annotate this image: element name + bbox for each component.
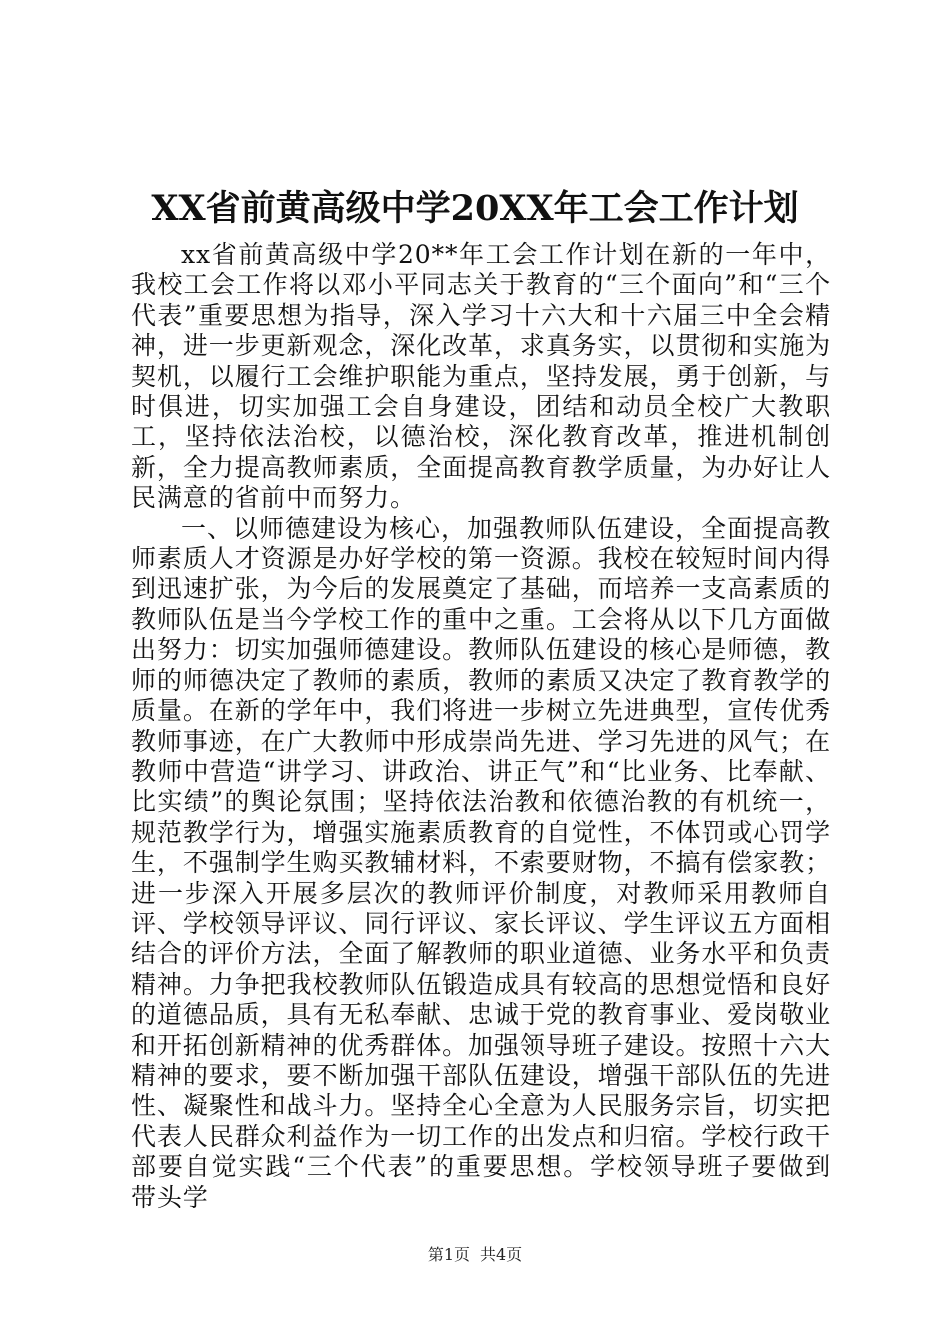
paragraph-section-one: 一、以师德建设为核心，加强教师队伍建设，全面提高教师素质人才资源是办好学校的第一资源。我校在较短时间内得到迅速扩张，为今后的发展奠定了基础，而培养一支高素质的教师队伍是当今学校工作的重中之重。工会将从以下几方面做出努力：切实加强师德建设。教师队伍建设的核心是师德，教师的师德决定了教师的素质，教师的素质又决定了教育教学的质量。在新的学年中，我们将进一步树立先进典型，宣传优秀教师事迹，在广大教师中形成崇尚先进、学习先进的风气；在教师中营造“讲学习、讲政治、讲正气”和“比业务、比奉献、比实绩”的舆论氛围；坚持依法治教和依德治教的有机统一，规范教学行为，增强实施素质教育的自觉性，不体罚或心罚学生，不强制学生购买教辅材料，不索要财物，不搞有偿家教；进一步深入开展多层次的教师评价制度，对教师采用教师自评、学校领导评议、同行评议、家长评议、学生评议五方面相结合的评价方法，全面了解教师的职业道德、业务水平和负责精神。力争把我校教师队伍锻造成具有较高的思想觉悟和良好的道德品质，具有无私奉献、忠诚于党的教育事业、爱岗敬业和开拓创新精神的优秀群体。加强领导班子建设。按照十六大精神的要求，要不断加强干部队伍建设，增强干部队伍的先进性、凝聚性和战斗力。坚持全心全意为人民服务宗旨，切实把代表人民群众利益作为一切工作的出发点和归宿。学校行政干部要自觉实践“三个代表”的重要思想。学校领导班子要做到带头学	[131, 513, 831, 1212]
document-body	[131, 240, 831, 1213]
page-total: 共4页	[480, 1245, 523, 1264]
page-footer	[0, 1244, 950, 1266]
document-title: XX省前黄高级中学20XX年工会工作计划	[151, 188, 799, 229]
page-number: 第1页	[427, 1245, 470, 1264]
paragraph-intro: xx省前黄高级中学20**年工会工作计划在新的一年中，我校工会工作将以邓小平同志关于教育的“三个面向”和“三个代表”重要思想为指导，深入学习十六大和十六届三中全会精神，进一步更新观念，深化改革，求真务实，以贯彻和实施为契机，以履行工会维护职能为重点，坚持发展，勇于创新，与时俱进，切实加强工会自身建设，团结和动员全校广大教职工，坚持依法治校，以德治校，深化教育改革，推进机制创新，全力提高教师素质，全面提高教育教学质量，为办好让人民满意的省前中而努力。	[131, 240, 831, 513]
